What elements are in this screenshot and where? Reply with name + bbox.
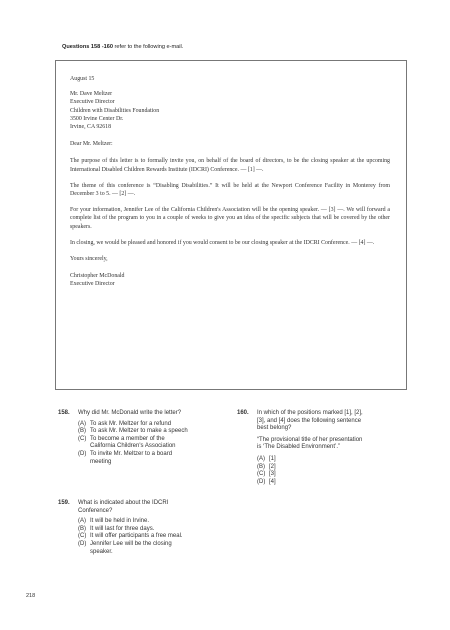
page-number: 218 <box>26 593 36 599</box>
answer-option[interactable]: (A) [1] <box>257 455 276 462</box>
answer-option[interactable]: (A) To ask Mr. Meltzer for a refund <box>78 420 172 427</box>
question-text: Why did Mr. McDonald write the letter? <box>78 410 182 416</box>
letter-paragraph-2: The theme of this conference is “Disabling Disabilities.” It will be held at the Newport Conference Facility in Monterey from December 3 to 5. — [2] —. <box>70 182 390 198</box>
address-line: Executive Director <box>70 99 115 106</box>
question-number: 159. <box>58 500 70 506</box>
answer-option[interactable]: (C) To become a member of the California Children's Association <box>78 435 176 450</box>
letter-paragraph-3: For your information, Jennifer Lee of the California Children's Association will be the opening speaker. — [3] —. We will forward a complete list of the program to you in a couple of weeks to give you an idea of the specific subjects that will be covered by the other speakers. <box>70 207 390 230</box>
question-text: What is indicated about the IDCRI Conference? <box>78 500 169 514</box>
letter-address <box>70 90 390 131</box>
address-line: Mr. Dave Meltzer <box>70 91 113 98</box>
letter-closing: Yours sincerely, <box>70 256 108 263</box>
answer-option[interactable]: (B) It will last for three days. <box>78 525 155 532</box>
question-159 <box>58 500 228 556</box>
letter-paragraph-4: In closing, we would be pleased and honored if you would consent to be our closing speaker at the IDCRI Conference. — [4] —. <box>70 239 375 246</box>
address-line: Children with Disabilities Foundation <box>70 107 160 114</box>
question-text: In which of the positions marked [1], [2], [3], and [4] does the following sentence best belong? <box>257 410 363 432</box>
signature-title: Executive Director <box>70 281 115 288</box>
answer-option[interactable]: (B) To ask Mr. Meltzer to make a speech <box>78 428 188 435</box>
question-160 <box>237 410 412 486</box>
question-number: 160. <box>237 410 249 416</box>
answer-option[interactable]: (C) It will offer participants a free meal. <box>78 533 183 540</box>
answer-option[interactable]: (D) [4] <box>257 478 276 485</box>
question-158 <box>58 410 228 466</box>
questions-range-label: Questions 158 -160 <box>62 44 113 50</box>
instruction-text: refer to the following e-mail. <box>113 44 184 50</box>
address-line: 3500 Irvine Center Dr. <box>70 115 124 122</box>
letter-date: August 15 <box>70 76 95 82</box>
signature-name: Christopher McDonald <box>70 273 125 280</box>
question-number: 158. <box>58 410 70 416</box>
address-line: Irvine, CA 92618 <box>70 124 112 131</box>
quoted-sentence: “The provisional title of her presentation is ‘The Disabled Environment’.” <box>257 436 363 451</box>
section-instruction <box>62 44 183 50</box>
answer-option[interactable]: (D) To invite Mr. Meltzer to a board meeting <box>78 450 173 465</box>
answer-option[interactable]: (B) [2] <box>257 463 276 470</box>
letter-greeting: Dear Mr. Meltzer: <box>70 141 113 148</box>
answer-option[interactable]: (C) [3] <box>257 471 276 478</box>
answer-option[interactable]: (D) Jennifer Lee will be the closing speaker. <box>78 540 172 555</box>
letter-paragraph-1: The purpose of this letter is to formally invite you, on behalf of the board of directors, to be the closing speaker at the upcoming International Disabled Children Rewards Institute (IDCRI) Conference. — [1] —. <box>70 158 390 173</box>
letter-box <box>55 60 407 390</box>
answer-option[interactable]: (A) It will be held in Irvine. <box>78 518 150 525</box>
